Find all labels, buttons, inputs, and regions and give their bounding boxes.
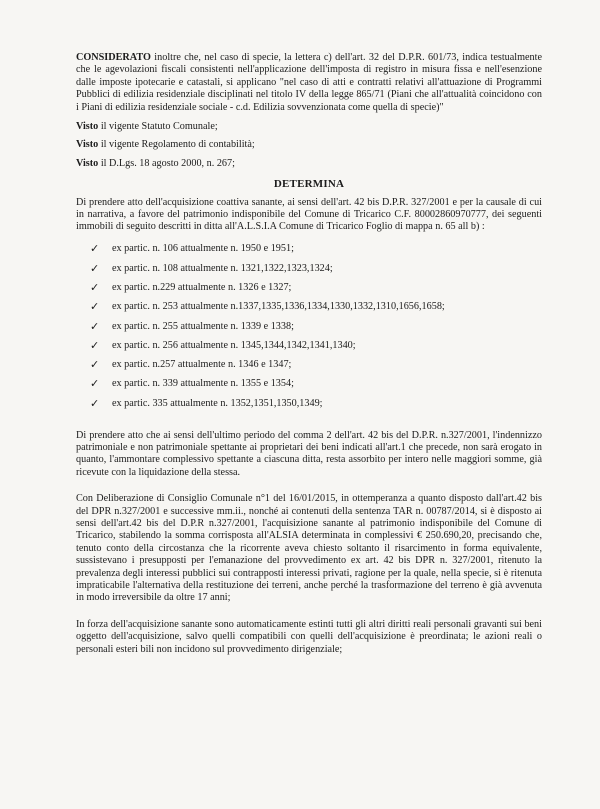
parcel-list bbox=[76, 240, 542, 414]
parcel-text: ex partic. n. 108 attualmente n. 1321,1322,1323,1324; bbox=[112, 262, 333, 274]
parcel-text: ex partic. n. 256 attualmente n. 1345,1344,1342,1341,1340; bbox=[112, 339, 356, 351]
parcel-text: ex partic. n. 106 attualmente n. 1950 e 1951; bbox=[112, 243, 294, 255]
parcel-text: ex partic. n. 339 attualmente n. 1355 e 1354; bbox=[112, 378, 294, 390]
list-item bbox=[90, 278, 542, 297]
visto-dlgs bbox=[76, 158, 542, 170]
parcel-text: ex partic. n. 253 attualmente n.1337,1335,1336,1334,1330,1332,1310,1656,1658; bbox=[112, 301, 445, 313]
list-item bbox=[90, 336, 542, 355]
visto-text: il vigente Statuto Comunale; bbox=[98, 121, 218, 133]
visto-label: Visto bbox=[76, 121, 99, 133]
considerato-label: CONSIDERATO bbox=[76, 52, 151, 63]
parcel-text: ex partic. n. 255 attualmente n. 1339 e 1338; bbox=[112, 320, 294, 332]
visto-text: il vigente Regolamento di contabilità; bbox=[98, 139, 255, 151]
visto-statuto bbox=[76, 121, 542, 133]
parcel-text: ex partic. n.257 attualmente n. 1346 e 1347; bbox=[112, 359, 292, 371]
visto-label: Visto bbox=[76, 139, 99, 151]
list-item bbox=[90, 259, 542, 278]
check-icon: ✓ bbox=[90, 301, 100, 314]
parcel-text: ex partic. 335 attualmente n. 1352,1351,1350,1349; bbox=[112, 397, 323, 409]
intro-paragraph: Di prendere atto dell'acquisizione coattiva sanante, ai sensi dell'art. 42 bis D.P.R. 327/2001 e per la causale di cui in narrativa, a favore del patrimonio indisponibile del Comune di Tricarico C.F. 80002860970777, dei seguenti immobili di seguito descritti in ditta all'A.L.S.I.A Comune di Tricarico Foglio di mappa n. 65 all b) : bbox=[76, 196, 542, 233]
indennizzo-paragraph: Di prendere atto che ai sensi dell'ultimo periodo del comma 2 dell'art. 42 bis del D.P.R. n.327/2001, l'indennizzo patrimoniale e non patrimoniale spettante ai proprietari dei beni indicati all'art.1 che precede, non sarà erogato in quanto, l'ammontare complessivo spettante a ciascuna ditta, resta assorbito per intero nelle maggiori somme, già ricevute con la liquidazione della stessa. bbox=[76, 429, 542, 478]
list-item bbox=[90, 240, 542, 259]
check-icon: ✓ bbox=[90, 320, 100, 333]
determina-heading: DETERMINA bbox=[273, 178, 345, 191]
visto-regolamento bbox=[76, 139, 542, 151]
visto-label: Visto bbox=[76, 157, 99, 169]
check-icon: ✓ bbox=[90, 359, 100, 372]
list-item bbox=[90, 298, 542, 317]
parcel-text: ex partic. n.229 attualmente n. 1326 e 1327; bbox=[112, 281, 292, 293]
check-icon: ✓ bbox=[90, 339, 100, 352]
list-item bbox=[90, 317, 542, 336]
forza-paragraph: In forza dell'acquisizione sanante sono automaticamente estinti tutti gli altri diritti reali personali gravanti sui beni oggetto dell'acquisizione, salvo quelli compatibili con quelli dell'acquisizione è preordinata; le azioni reali o personali esteri bili non incidono sul provvedimento dirigenziale; bbox=[76, 618, 542, 655]
considerato-text: inoltre che, nel caso di specie, la lettera c) dell'art. 32 del D.P.R. 601/73, indica testualmente che le agevolazioni fiscali consistenti nell'applicazione dell'imposta di registro in misura fissa e nell'esenzione dalle imposte ipotecarie e catastali, si applicano "nel caso di atti e contratti relativi all'attuazione di Programmi Pubblici di edilizia residenziale disciplinati nel titolo IV della legge 865/71 (Piani che all'attualità coincidono con i Piani di edilizia residenziale sociale - c.d. Edilizia sovvenzionata come quella di specie)" bbox=[76, 52, 542, 113]
check-icon: ✓ bbox=[90, 281, 100, 294]
visto-text: il D.Lgs. 18 agosto 2000, n. 267; bbox=[98, 157, 235, 169]
considerato-paragraph bbox=[76, 52, 542, 114]
list-item bbox=[90, 356, 542, 375]
list-item bbox=[90, 394, 542, 413]
check-icon: ✓ bbox=[90, 397, 100, 410]
list-item bbox=[90, 375, 542, 394]
deliberazione-paragraph: Con Deliberazione di Consiglio Comunale n°1 del 16/01/2015, in ottemperanza a quanto disposto dall'art.42 bis del DPR n.327/2001 e successive mm.ii., nonché ai contenuti della sentenza TAR n. 00787/2014, si è disposto ai sensi dell'art.42 bis del D.P.R n.327/2001, l'acquisizione sanante al patrimonio indisponibile del Comune di Tricarico, stabilendo la somma corrisposta all'ALSIA determinata in complessivi € 250.690,20, precisando che, tenuto conto della circostanza che la ricorrente aveva chiesto soltanto il risarcimento in forma equivalente, sussistevano i presupposti per l'emanazione del provvedimento ex art. 42 bis DPR n. 327/2001, ritenuto la prevalenza degli interessi pubblici sui contrapposti interessi privati, ragione per la quale, nella specie, si è ritenuta impraticabile l'alternativa della restituzione dei terreni, anche perché la trasformazione del terreno è già avvenuta in modo irreversibile da oltre 17 anni; bbox=[76, 493, 542, 604]
check-icon: ✓ bbox=[90, 262, 100, 275]
check-icon: ✓ bbox=[90, 243, 100, 256]
check-icon: ✓ bbox=[90, 378, 100, 391]
document-page bbox=[76, 52, 542, 656]
